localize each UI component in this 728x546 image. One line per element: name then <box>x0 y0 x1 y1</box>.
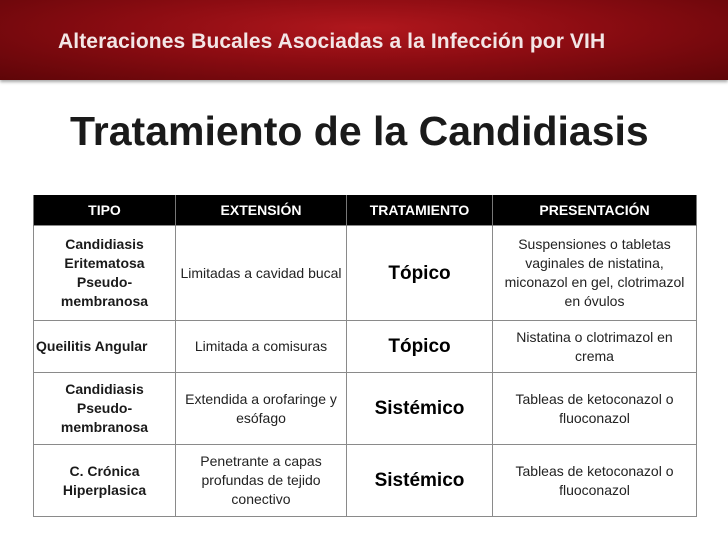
table-row <box>34 321 697 373</box>
cell-tratamiento: Tópico <box>347 321 493 373</box>
table-row <box>34 373 697 445</box>
header-title: Alteraciones Bucales Asociadas a la Infección por VIH <box>58 30 606 53</box>
column-header-presentacion: PRESENTACIÓN <box>493 195 697 226</box>
cell-extension: Limitadas a cavidad bucal <box>176 226 347 321</box>
cell-presentacion: Suspensiones o tabletas vaginales de nistatina, miconazol en gel, clotrimazol en óvulos <box>493 226 697 321</box>
cell-presentacion: Tableas de ketoconazol o fluoconazol <box>493 373 697 445</box>
cell-tratamiento: Sistémico <box>347 445 493 517</box>
column-header-extension: EXTENSIÓN <box>176 195 347 226</box>
slide-title: Tratamiento de la Candidiasis <box>70 108 649 154</box>
cell-extension: Penetrante a capas profundas de tejido conectivo <box>176 445 347 517</box>
cell-tratamiento: Tópico <box>347 226 493 321</box>
table-body <box>34 226 697 517</box>
column-header-tratamiento: TRATAMIENTO <box>347 195 493 226</box>
table-row <box>34 445 697 517</box>
table-header <box>34 195 697 226</box>
cell-tratamiento: Sistémico <box>347 373 493 445</box>
treatment-table <box>33 195 697 517</box>
column-header-tipo: TIPO <box>34 195 176 226</box>
cell-tipo: C. Crónica Hiperplasica <box>34 445 176 517</box>
cell-presentacion: Nistatina o clotrimazol en crema <box>493 321 697 373</box>
table-row <box>34 226 697 321</box>
cell-presentacion: Tableas de ketoconazol o fluoconazol <box>493 445 697 517</box>
cell-tipo: Queilitis Angular <box>34 321 176 373</box>
header-row <box>34 195 697 226</box>
cell-tipo: Candidiasis Pseudo-membranosa <box>34 373 176 445</box>
cell-extension: Extendida a orofaringe y esófago <box>176 373 347 445</box>
header-banner <box>0 0 728 80</box>
cell-extension: Limitada a comisuras <box>176 321 347 373</box>
cell-tipo: Candidiasis Eritematosa Pseudo-membranosa <box>34 226 176 321</box>
